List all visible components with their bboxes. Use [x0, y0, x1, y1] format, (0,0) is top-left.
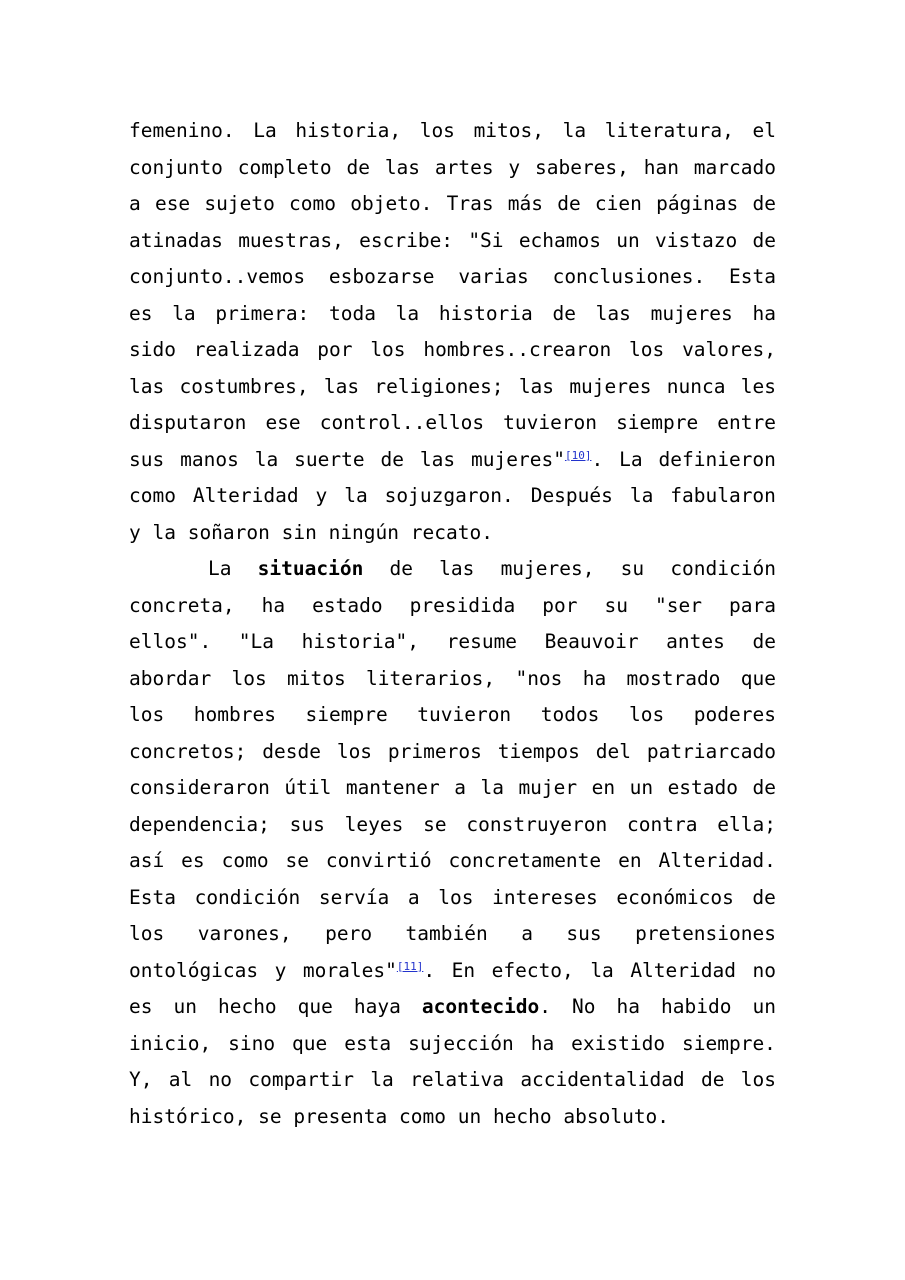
- word: siempre: [616, 411, 699, 434]
- word: como: [129, 484, 176, 507]
- word: conjunto: [129, 155, 223, 179]
- text-line: [129, 1026, 776, 1063]
- word: inicio,: [129, 1031, 212, 1055]
- word: les: [740, 374, 776, 398]
- text-line: [129, 770, 776, 807]
- word: de: [752, 228, 776, 252]
- word: mujeres,: [500, 557, 595, 580]
- text-line: histórico, se presenta como un hecho absoluto.: [129, 1104, 670, 1128]
- text-segment: acontecido.: [421, 995, 552, 1018]
- word: muestras,: [238, 228, 344, 252]
- word: religiones;: [374, 374, 504, 398]
- word: "La: [238, 630, 275, 653]
- word: nunca: [666, 374, 726, 398]
- word: "ser: [655, 593, 702, 617]
- paragraph-2: [129, 551, 776, 1135]
- word: femenino.: [129, 119, 235, 142]
- text-line: [129, 150, 776, 187]
- word: tuvieron: [503, 411, 598, 434]
- word: su: [604, 593, 628, 617]
- word: los: [336, 739, 373, 763]
- word: haya: [353, 995, 401, 1018]
- word: La: [253, 119, 277, 142]
- word: ese: [265, 411, 301, 434]
- text-line: [129, 478, 776, 515]
- word: historia: [438, 301, 533, 325]
- word: toda: [329, 301, 376, 325]
- word: ese: [154, 192, 191, 215]
- word: Y,: [129, 1068, 153, 1091]
- word: antes: [666, 630, 725, 653]
- word: mantener: [345, 776, 440, 799]
- word: intereses: [492, 885, 598, 909]
- word: el: [752, 119, 776, 142]
- word: La: [619, 447, 643, 471]
- text-line: [129, 186, 776, 223]
- word: los: [629, 338, 665, 361]
- text-line: [129, 405, 776, 442]
- word: mujer: [518, 776, 578, 799]
- word: en: [591, 776, 616, 799]
- text-line: y la soñaron sin ningún recato.: [129, 520, 493, 544]
- document-page: [129, 113, 776, 1135]
- word: poderes: [693, 703, 776, 726]
- word: accidentalidad: [520, 1068, 685, 1091]
- word: un: [616, 228, 640, 252]
- word: saberes,: [534, 155, 629, 179]
- word: ella;: [717, 812, 776, 836]
- word: del: [595, 739, 631, 763]
- word: Alteridad.: [658, 849, 776, 872]
- text-line: [129, 843, 776, 880]
- word: No: [572, 995, 596, 1018]
- word: hombres..crearon: [423, 338, 612, 361]
- text-line-acontecido: [129, 989, 776, 1026]
- word: marcado: [693, 155, 776, 179]
- paragraph-1: [129, 113, 776, 551]
- word: sus: [566, 922, 602, 945]
- word: un: [752, 995, 776, 1018]
- word: de: [752, 630, 776, 653]
- word: la: [590, 958, 614, 982]
- text-line-footnote-10: [129, 442, 776, 479]
- word: conjunto..vemos: [129, 265, 306, 288]
- word: mitos: [287, 666, 346, 690]
- word: sino: [228, 1031, 276, 1055]
- word: ellos".: [129, 630, 212, 653]
- word: ha: [752, 301, 776, 325]
- word: contra: [627, 812, 698, 836]
- word: a: [521, 922, 533, 945]
- text-line: [129, 624, 776, 661]
- word: control..ellos: [319, 411, 485, 434]
- text-line: [129, 369, 776, 406]
- word: la: [344, 484, 368, 507]
- word: para: [728, 593, 776, 617]
- word: echamos: [518, 228, 601, 252]
- word: sido: [129, 338, 176, 361]
- text-line-footnote-11: [129, 953, 776, 990]
- word: sus: [129, 447, 165, 471]
- word: costumbres,: [179, 374, 309, 398]
- word: por: [542, 593, 578, 617]
- word: páginas: [656, 192, 739, 215]
- word: Esta: [728, 265, 776, 288]
- word: concreta,: [129, 593, 235, 617]
- word: de: [389, 557, 413, 580]
- word: dependencia;: [129, 812, 270, 836]
- word: leyes: [344, 812, 404, 836]
- word: siempre.: [682, 1031, 776, 1055]
- word: no: [208, 1068, 233, 1091]
- word: conclusiones.: [552, 265, 706, 288]
- word: a: [129, 192, 141, 215]
- word: condición: [670, 557, 776, 580]
- text-line: [129, 1062, 776, 1099]
- word: Después: [530, 484, 613, 507]
- word: no: [752, 958, 776, 982]
- word: los: [438, 885, 474, 909]
- word: Alteridad: [630, 958, 736, 982]
- word: los: [370, 338, 406, 361]
- word: servía: [318, 885, 390, 909]
- word: la: [629, 484, 654, 507]
- word: la: [395, 301, 420, 325]
- word: literatura,: [604, 119, 734, 142]
- word: completo: [237, 155, 332, 179]
- word: las: [323, 374, 360, 398]
- word: resume: [446, 630, 518, 653]
- word: estado: [312, 593, 383, 617]
- word: Tras: [446, 192, 494, 215]
- word: y: [508, 155, 521, 179]
- word: concretos;: [129, 739, 247, 763]
- emphasis-situacion: situación: [257, 557, 364, 580]
- word: por: [317, 338, 353, 361]
- word: En: [451, 958, 476, 982]
- text-line: [129, 223, 776, 260]
- word: la: [254, 447, 279, 471]
- word: de: [752, 776, 776, 799]
- word: ha: [261, 593, 286, 617]
- word: esbozarse: [328, 265, 435, 288]
- text-line: [129, 588, 776, 625]
- word: se: [285, 849, 309, 872]
- word: más: [507, 192, 544, 215]
- word: abordar: [129, 666, 212, 690]
- word: escribe:: [359, 228, 454, 252]
- word: realizada: [193, 338, 300, 361]
- text-line: [129, 807, 776, 844]
- word: de: [380, 447, 404, 471]
- emphasis-acontecido: acontecido: [421, 995, 540, 1018]
- word: económicos: [616, 885, 734, 909]
- word: de: [752, 885, 776, 909]
- word: primera:: [215, 301, 310, 325]
- word: pretensiones: [635, 922, 776, 945]
- word: todos: [540, 703, 600, 726]
- word: la: [172, 301, 196, 325]
- text-line-first: [129, 551, 776, 588]
- word: varones,: [197, 922, 292, 945]
- word: sus: [289, 812, 325, 836]
- word: de: [557, 192, 581, 215]
- word: que: [740, 666, 776, 690]
- word: un: [629, 776, 654, 799]
- word: los: [419, 119, 455, 142]
- word: literarios,: [366, 666, 496, 690]
- word: los: [628, 703, 665, 726]
- word: patriarcado: [646, 739, 776, 763]
- word: hecho: [217, 995, 277, 1018]
- word: que: [292, 1031, 328, 1055]
- word: atinadas: [129, 228, 223, 252]
- word: las: [419, 447, 456, 471]
- word: también: [405, 922, 488, 945]
- word: historia,: [295, 119, 402, 142]
- word: los: [231, 666, 267, 690]
- word: como: [221, 849, 269, 872]
- word: esta: [344, 1031, 392, 1055]
- word: en: [618, 849, 642, 872]
- word: mujeres: [569, 374, 652, 398]
- word: su: [620, 557, 645, 580]
- word: vistazo: [655, 228, 738, 252]
- word: útil: [284, 776, 332, 799]
- word: Esta: [129, 885, 176, 909]
- word: cien: [594, 192, 642, 215]
- word: al: [168, 1068, 193, 1091]
- word: un: [173, 995, 197, 1018]
- word: tiempos: [497, 739, 580, 763]
- text-line: [129, 296, 776, 333]
- word: y: [315, 484, 328, 507]
- word: ontológicas: [129, 958, 259, 982]
- word: a: [407, 885, 420, 909]
- word: fabularon: [670, 484, 776, 507]
- word: de: [752, 192, 776, 215]
- word: "Si: [468, 228, 504, 252]
- word: objeto.: [350, 192, 433, 215]
- word: la: [562, 119, 587, 142]
- word: compartir: [248, 1068, 355, 1091]
- word: las: [384, 155, 421, 179]
- word: es: [181, 849, 205, 872]
- word: pero: [325, 922, 373, 945]
- word: historia",: [301, 630, 420, 653]
- word: manos: [180, 447, 239, 471]
- word: siempre: [305, 703, 388, 726]
- footnote-link-11[interactable]: [11]: [396, 959, 424, 973]
- word: presidida: [409, 593, 516, 617]
- word: Beauvoir: [544, 630, 639, 653]
- word: efecto,: [491, 958, 574, 982]
- text-line: [129, 880, 776, 917]
- text-line: [129, 916, 776, 953]
- word: que: [297, 995, 333, 1018]
- word: morales"[11].: [302, 958, 436, 982]
- word: como: [289, 192, 337, 215]
- word: sujección: [408, 1031, 514, 1055]
- word: han: [643, 155, 679, 179]
- word: "nos: [515, 666, 563, 690]
- word: es: [129, 301, 153, 325]
- word: condición: [194, 885, 301, 909]
- word: sojuzgaron.: [384, 484, 514, 507]
- word: ha: [616, 995, 640, 1018]
- footnote-link-10[interactable]: [10]: [564, 448, 592, 462]
- word: las: [518, 374, 555, 398]
- word: a: [454, 776, 466, 799]
- word: estado: [667, 776, 739, 799]
- word: relativa: [410, 1068, 505, 1091]
- word: existido: [571, 1031, 666, 1055]
- word: varias: [458, 265, 529, 288]
- word: entre: [717, 411, 776, 434]
- text-line: [129, 332, 776, 369]
- word: La: [208, 557, 232, 580]
- word: se: [423, 812, 447, 836]
- word: consideraron: [129, 776, 270, 799]
- word: es: [129, 995, 153, 1018]
- word: mujeres"[10].: [471, 447, 604, 471]
- word: mostrado: [626, 666, 721, 690]
- word: los: [129, 703, 165, 726]
- word: mujeres: [650, 301, 733, 325]
- word: la: [370, 1068, 394, 1091]
- word: suerte: [294, 447, 365, 471]
- text-line: [129, 661, 776, 698]
- word: de: [552, 301, 576, 325]
- word: los: [740, 1068, 776, 1091]
- text-line: [129, 259, 776, 296]
- word: disputaron: [129, 411, 247, 434]
- word: así: [129, 849, 165, 872]
- word: las: [129, 374, 165, 398]
- word: las: [595, 301, 631, 325]
- word: mitos,: [473, 119, 545, 142]
- word: desde: [262, 739, 321, 763]
- word: de: [346, 155, 370, 179]
- word: construyeron: [466, 812, 608, 836]
- word: hombres: [193, 703, 276, 726]
- word: habido: [661, 995, 732, 1018]
- word: artes: [434, 155, 494, 179]
- word: y: [274, 958, 287, 982]
- word: de: [700, 1068, 725, 1091]
- word: los: [129, 922, 165, 945]
- word: concretamente: [448, 849, 602, 872]
- word: ha: [530, 1031, 555, 1055]
- word: valores,: [682, 338, 776, 361]
- word: tuvieron: [417, 703, 512, 726]
- text-line: [129, 113, 776, 150]
- word: ha: [582, 666, 607, 690]
- word: la: [480, 776, 504, 799]
- word: convirtió: [325, 849, 432, 872]
- word: definieron: [658, 447, 776, 471]
- word: las: [439, 557, 475, 580]
- word: primeros: [387, 739, 482, 763]
- text-line: [129, 734, 776, 771]
- word: Alteridad: [192, 484, 299, 507]
- text-line: [129, 697, 776, 734]
- word: sujeto: [204, 192, 275, 215]
